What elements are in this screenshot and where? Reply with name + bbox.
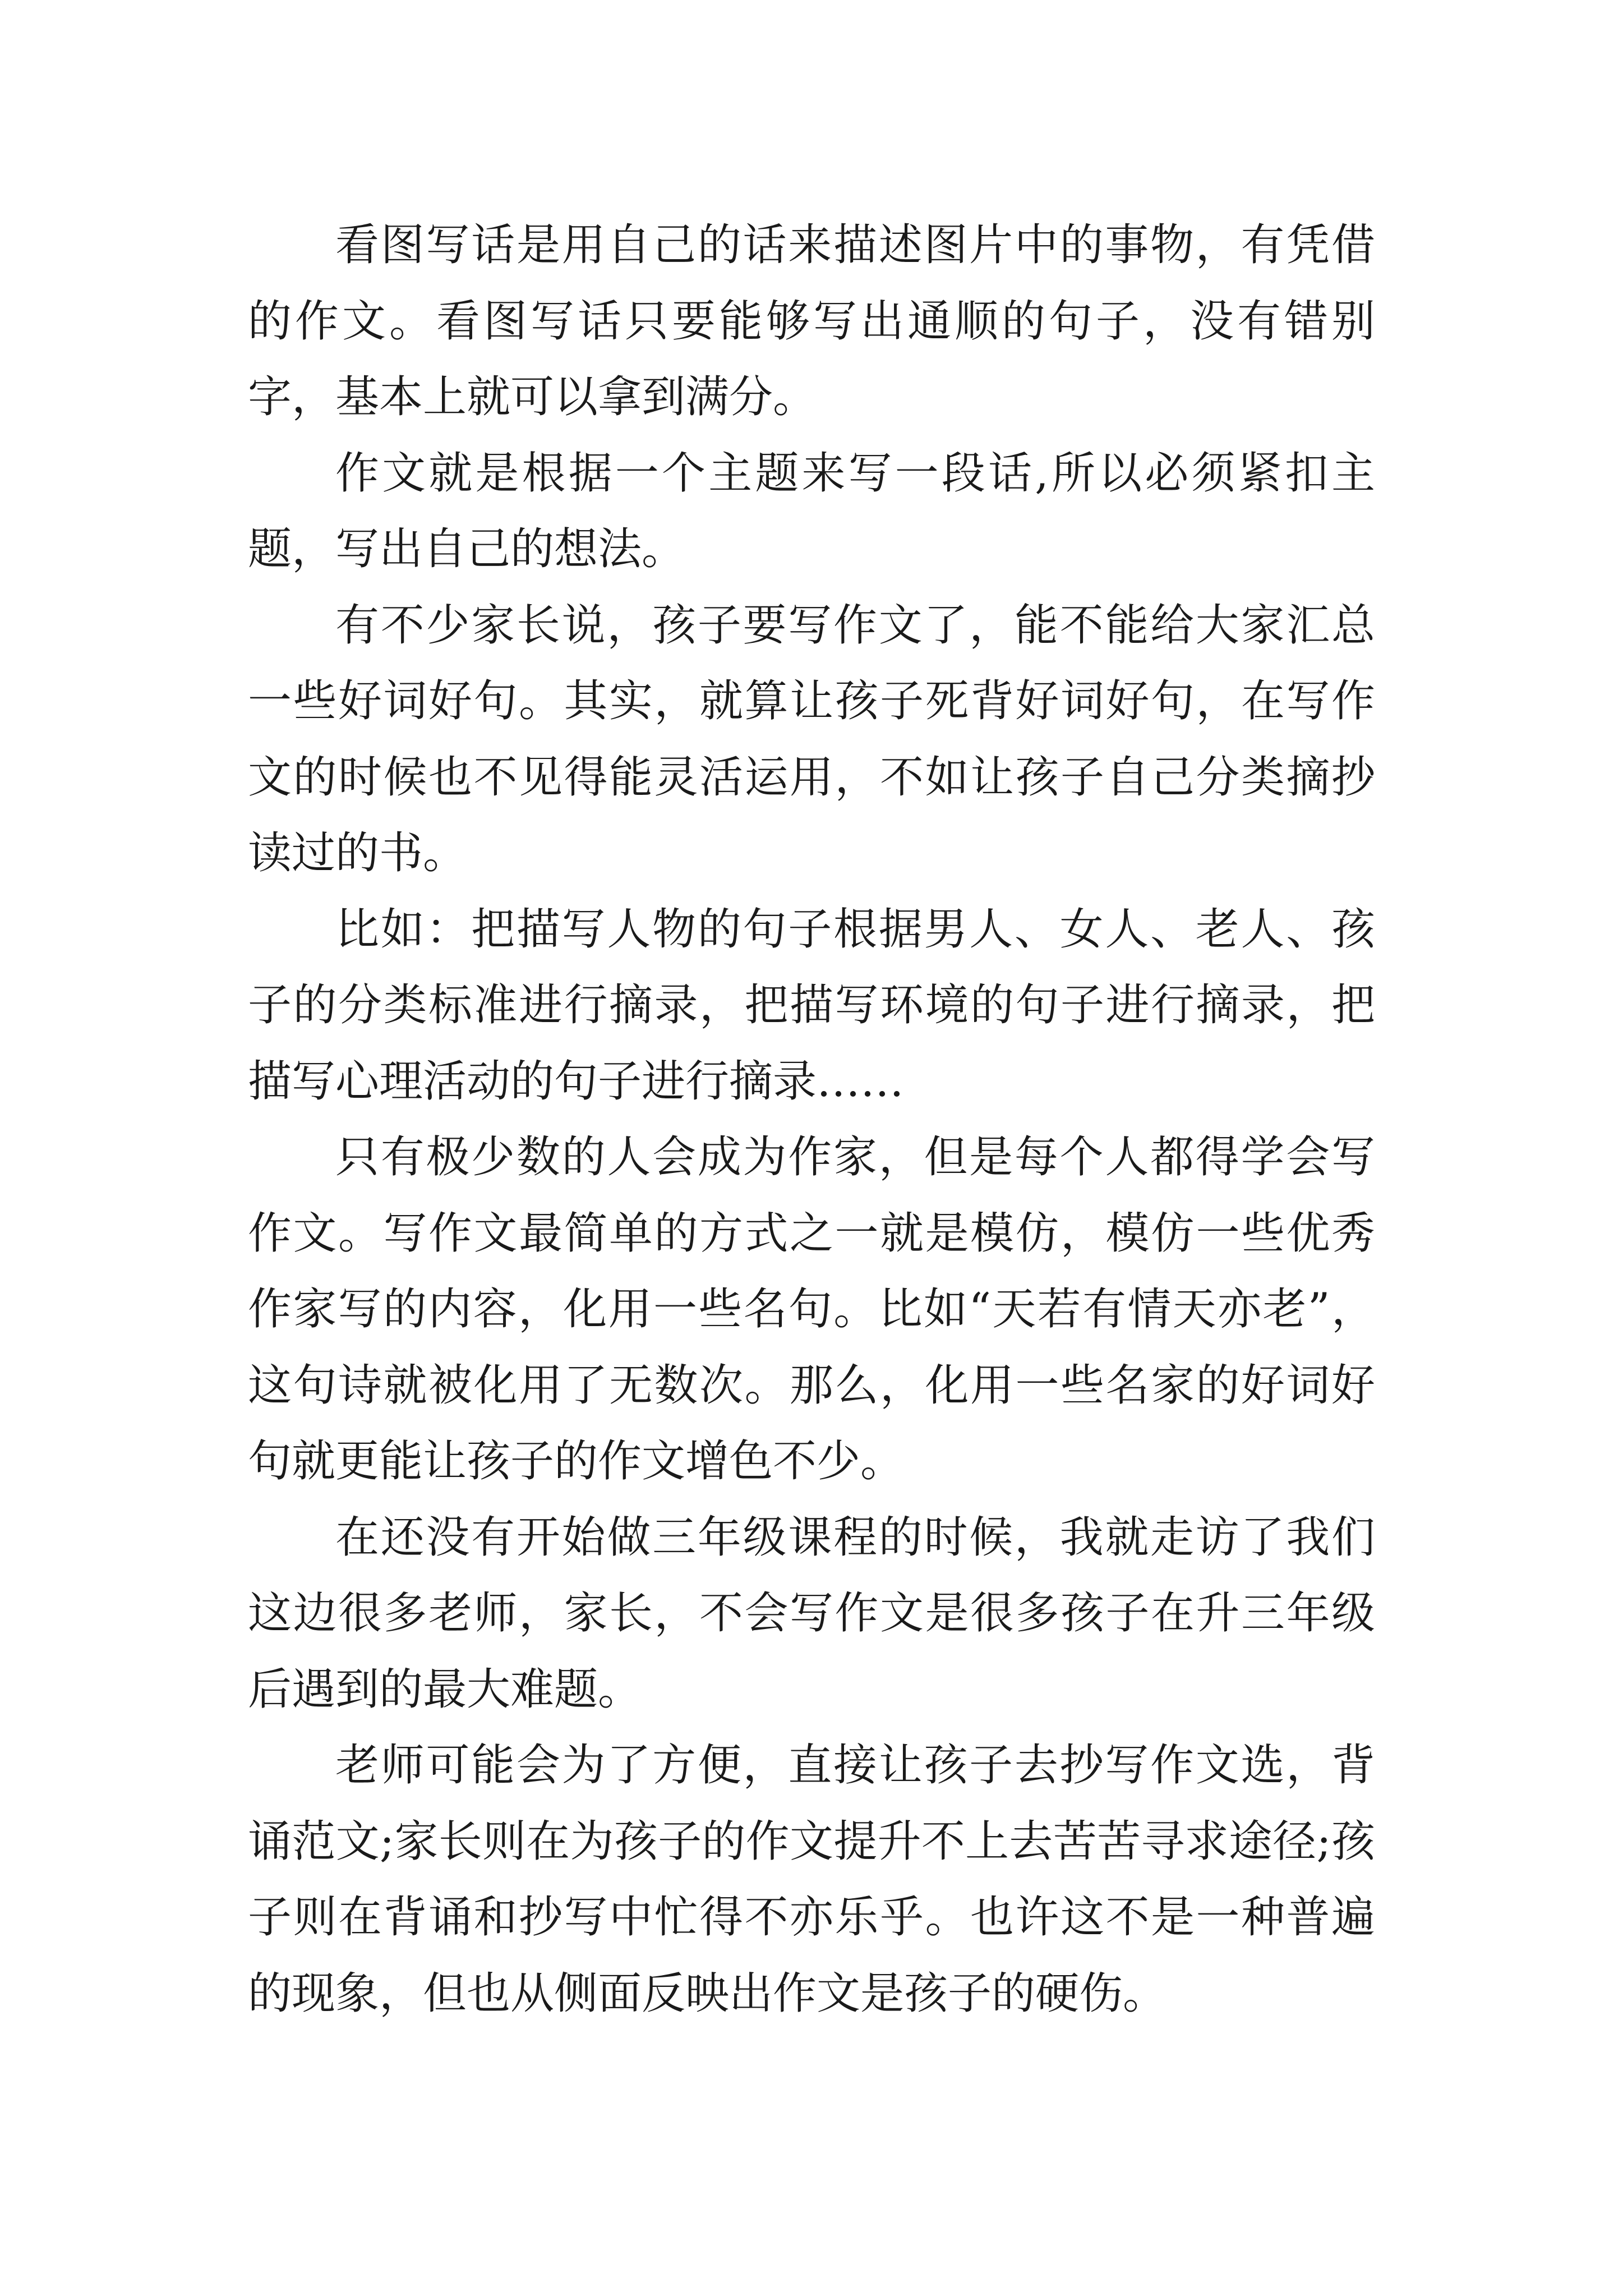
paragraph-5: 只有极少数的人会成为作家，但是每个人都得学会写作文。写作文最简单的方式之一就是模仿，模仿一些优秀作家写的内容，化用一些名句。比如“天若有情天亦老”，这句诗就被化用了无数次。那么，化用一些名家的好词好句就更能让孩子的作文增色不少。	[248, 1132, 1375, 1487]
paragraph-1: 看图写话是用自己的话来描述图片中的事物，有凭借的作文。看图写话只要能够写出通顺的句子，没有错别字，基本上就可以拿到满分。	[248, 220, 1375, 422]
paragraph-7: 老师可能会为了方便，直接让孩子去抄写作文选，背诵范文;家长则在为孩子的作文提升不上去苦苦寻求途径;孩子则在背诵和抄写中忙得不亦乐乎。也许这不是一种普遍的现象，但也从侧面反映出作文是孩子的硬伤。	[248, 1740, 1375, 2019]
paragraph-4: 比如：把描写人物的句子根据男人、女人、老人、孩子的分类标准进行摘录，把描写环境的句子进行摘录，把描写心理活动的句子进行摘录……	[248, 904, 1375, 1107]
paragraph-6: 在还没有开始做三年级课程的时候，我就走访了我们这边很多老师，家长，不会写作文是很多孩子在升三年级后遇到的最大难题。	[248, 1512, 1375, 1715]
paragraph-2: 作文就是根据一个主题来写一段话,所以必须紧扣主题，写出自己的想法。	[248, 448, 1375, 574]
paragraph-3: 有不少家长说，孩子要写作文了，能不能给大家汇总一些好词好句。其实，就算让孩子死背好词好句，在写作文的时候也不见得能灵活运用，不如让孩子自己分类摘抄读过的书。	[248, 600, 1375, 878]
document-body	[248, 208, 1375, 2032]
